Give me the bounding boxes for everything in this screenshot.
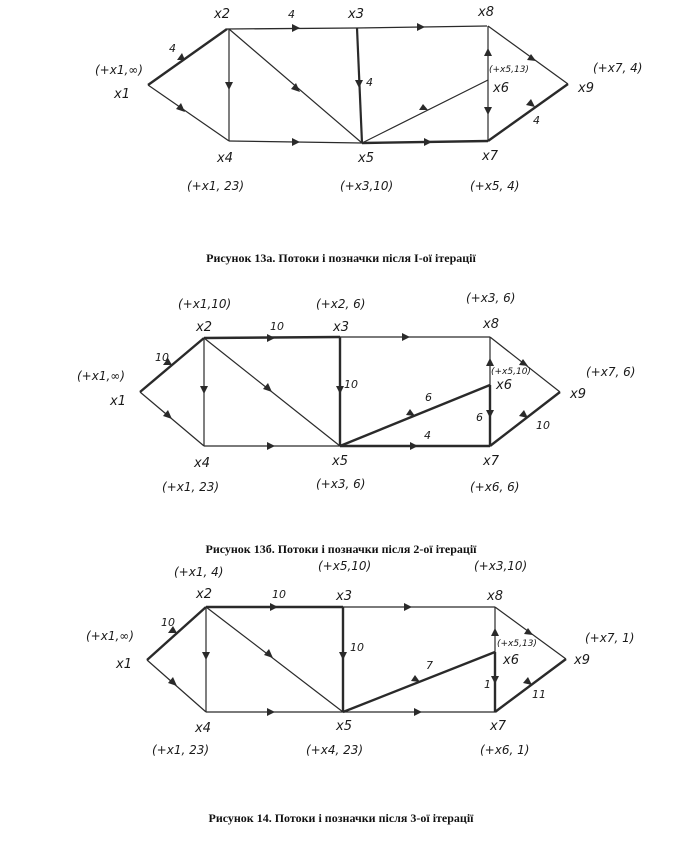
- node-x9: x9: [574, 653, 590, 668]
- node-x7: x7: [483, 454, 499, 469]
- caption-14: Рисунок 14. Потоки і позначки після 3-ої ітерації: [208, 811, 474, 825]
- edge-x5-x6: [343, 652, 495, 712]
- label-x1: (+x1,∞): [95, 63, 143, 77]
- node-x6: x6: [503, 653, 519, 668]
- flow-x7-x9: 4: [533, 114, 540, 127]
- edge-x1-x4: [148, 85, 229, 141]
- caption-13a: Рисунок 13а. Потоки і позначки після I-ої ітерації: [206, 251, 476, 265]
- label-x3: (+x2, 6): [316, 297, 366, 311]
- label-x7: (+x5, 4): [470, 179, 520, 193]
- label-x9: (+x7, 1): [585, 631, 635, 645]
- flow-x1-x2: 10: [155, 351, 169, 364]
- label-x3: (+x5,10): [318, 560, 372, 573]
- flow-x7-x9: 10: [536, 419, 550, 432]
- node-x9: x9: [570, 387, 586, 402]
- network-diagram-13a: [0, 0, 682, 240]
- label-x4: (+x1, 23): [162, 480, 220, 494]
- node-x1: x1: [116, 657, 132, 672]
- node-x6: x6: [496, 378, 512, 393]
- label-x8: (+x3,10): [474, 560, 528, 573]
- node-x3: x3: [336, 589, 352, 604]
- edge-x1-x2: [147, 607, 206, 660]
- figure-13a: [0, 0, 682, 240]
- node-x4: x4: [194, 456, 210, 471]
- label-x4: (+x1, 23): [187, 179, 245, 193]
- caption-13b: Рисунок 13б. Потоки і позначки після 2-ої ітерації: [205, 542, 477, 556]
- label-x8: (+x3, 6): [466, 291, 516, 305]
- edge-x1-x4: [147, 660, 206, 712]
- label-x5: (+x3,10): [340, 179, 394, 193]
- label-x6: (+x5,13): [497, 639, 537, 649]
- label-x5: (+x3, 6): [316, 477, 366, 491]
- label-x4: (+x1, 23): [152, 743, 210, 757]
- label-x9: (+x7, 4): [593, 61, 643, 75]
- label-x2: (+x1, 4): [174, 565, 224, 579]
- flow-x3-x5: 10: [344, 378, 358, 391]
- flow-x2-x3: 10: [272, 588, 286, 601]
- edge-x8-x9: [488, 26, 568, 84]
- node-x1: x1: [110, 394, 126, 409]
- flow-x5-x7: 4: [424, 429, 431, 442]
- flow-x6-x7: 1: [484, 678, 491, 691]
- flow-x3-x5: 4: [366, 76, 373, 89]
- label-x5: (+x4, 23): [306, 743, 364, 757]
- node-x5: x5: [336, 719, 352, 734]
- network-diagram-14: [0, 560, 682, 800]
- flow-x2-x3: 4: [288, 8, 295, 21]
- label-x7: (+x6, 1): [480, 743, 530, 757]
- node-x6: x6: [493, 81, 509, 96]
- flow-x6-x7: 6: [476, 411, 483, 424]
- label-x2: (+x1,10): [178, 297, 232, 311]
- flow-x2-x3: 10: [270, 320, 284, 333]
- flow-x5-x6: 7: [426, 659, 433, 672]
- network-diagram-13b: [0, 288, 682, 498]
- edge-x2-x3: [227, 28, 356, 29]
- flow-x3-x5: 10: [350, 641, 364, 654]
- node-x5: x5: [332, 454, 348, 469]
- figure-13b: [0, 288, 682, 498]
- node-x9: x9: [578, 81, 594, 96]
- node-x3: x3: [348, 7, 364, 22]
- label-x7: (+x6, 6): [470, 480, 520, 494]
- label-x1: (+x1,∞): [86, 629, 134, 643]
- edge-x2-x5: [206, 607, 343, 712]
- edge-x1-x2: [148, 29, 227, 85]
- node-x2: x2: [196, 320, 212, 335]
- node-x5: x5: [358, 151, 374, 166]
- node-x8: x8: [483, 317, 499, 332]
- edge-x5-x6: [340, 385, 490, 446]
- node-x8: x8: [478, 5, 494, 20]
- node-x7: x7: [490, 719, 506, 734]
- flow-x1-x2: 10: [161, 616, 175, 629]
- label-x9: (+x7, 6): [586, 365, 636, 379]
- label-x1: (+x1,∞): [77, 369, 125, 383]
- node-x2: x2: [214, 7, 230, 22]
- node-x7: x7: [482, 149, 498, 164]
- node-x8: x8: [487, 589, 503, 604]
- flow-x7-x9: 11: [532, 688, 546, 701]
- node-x4: x4: [217, 151, 233, 166]
- figure-14: [0, 560, 682, 800]
- node-x3: x3: [333, 320, 349, 335]
- node-x1: x1: [114, 87, 130, 102]
- node-x4: x4: [195, 721, 211, 736]
- node-x2: x2: [196, 587, 212, 602]
- flow-x1-x2: 4: [169, 42, 176, 55]
- arrowheads-13a: [176, 23, 536, 146]
- edge-x5-x6: [362, 80, 488, 143]
- label-x6: (+x5,13): [489, 65, 529, 75]
- label-x6: (+x5,10): [491, 367, 531, 377]
- flow-x5-x6: 6: [425, 391, 432, 404]
